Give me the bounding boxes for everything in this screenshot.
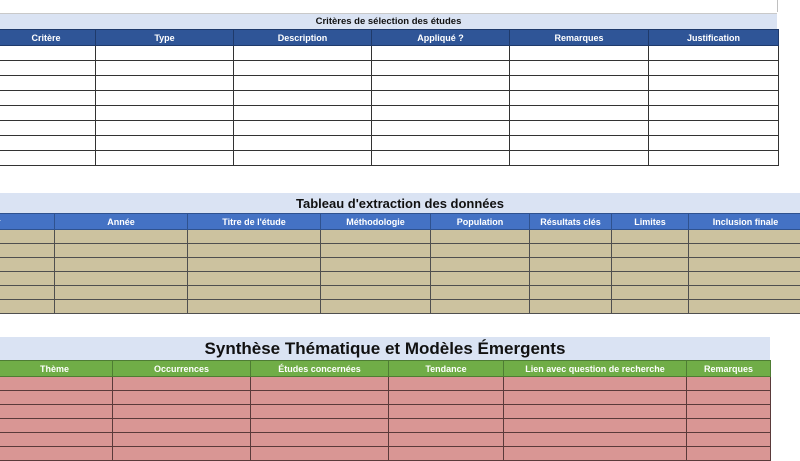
table-cell[interactable] — [0, 46, 96, 61]
col-header-methodologie[interactable]: Méthodologie — [321, 214, 431, 230]
table-cell[interactable] — [234, 121, 372, 136]
col-header-inclusion[interactable]: Inclusion finale — [689, 214, 800, 230]
extraction-title: Tableau d'extraction des données — [0, 193, 800, 213]
col-header-remarques[interactable]: Remarques — [510, 30, 649, 46]
table-cell[interactable] — [113, 419, 251, 433]
table-cell[interactable] — [431, 272, 530, 286]
synthesis-header-row — [0, 361, 771, 377]
table-cell[interactable] — [689, 300, 800, 314]
table-cell[interactable] — [188, 286, 321, 300]
table-cell[interactable] — [321, 230, 431, 244]
table-row — [0, 61, 779, 76]
col-header-population[interactable]: Population — [431, 214, 530, 230]
table-row — [0, 286, 800, 300]
table-cell[interactable] — [687, 405, 771, 419]
table-cell[interactable] — [96, 136, 234, 151]
table-cell[interactable] — [321, 244, 431, 258]
table-cell[interactable] — [649, 91, 779, 106]
selection-criteria-header-row — [0, 30, 779, 46]
table-cell[interactable] — [0, 91, 96, 106]
table-cell[interactable] — [321, 300, 431, 314]
table-cell[interactable] — [389, 433, 504, 447]
table-cell[interactable] — [689, 230, 800, 244]
table-cell[interactable] — [188, 272, 321, 286]
table-row — [0, 91, 779, 106]
table-row — [0, 405, 771, 419]
table-cell[interactable] — [113, 433, 251, 447]
table-cell[interactable] — [96, 76, 234, 91]
table-cell[interactable] — [612, 300, 689, 314]
table-row — [0, 419, 771, 433]
table-cell[interactable] — [689, 258, 800, 272]
table-cell[interactable] — [372, 121, 510, 136]
table-cell[interactable] — [510, 151, 649, 166]
col-header-limites[interactable]: Limites — [612, 214, 689, 230]
col-header-applique[interactable]: Appliqué ? — [372, 30, 510, 46]
table-cell[interactable] — [612, 272, 689, 286]
table-cell[interactable] — [372, 136, 510, 151]
table-cell[interactable] — [251, 419, 389, 433]
selection-criteria-table — [0, 29, 779, 166]
table-cell[interactable] — [234, 61, 372, 76]
table-cell[interactable] — [96, 151, 234, 166]
table-cell[interactable] — [234, 76, 372, 91]
table-row — [0, 300, 800, 314]
col-header-description[interactable]: Description — [234, 30, 372, 46]
col-header-occurrences[interactable]: Occurrences — [113, 361, 251, 377]
table-cell[interactable] — [530, 272, 612, 286]
extraction-header-row — [0, 214, 800, 230]
table-cell[interactable] — [0, 121, 96, 136]
table-cell[interactable] — [689, 286, 800, 300]
table-cell[interactable] — [649, 46, 779, 61]
table-cell[interactable] — [649, 136, 779, 151]
table-cell[interactable] — [510, 106, 649, 121]
table-cell[interactable] — [689, 272, 800, 286]
col-header-tendance[interactable]: Tendance — [389, 361, 504, 377]
table-cell[interactable] — [0, 286, 55, 300]
table-cell[interactable] — [389, 405, 504, 419]
table-cell[interactable] — [0, 433, 113, 447]
table-cell[interactable] — [251, 405, 389, 419]
table-cell[interactable] — [504, 433, 687, 447]
table-cell[interactable] — [251, 447, 389, 461]
table-cell[interactable] — [0, 258, 55, 272]
table-cell[interactable] — [504, 447, 687, 461]
table-cell[interactable] — [649, 106, 779, 121]
table-cell[interactable] — [530, 244, 612, 258]
table-cell[interactable] — [431, 244, 530, 258]
table-cell[interactable] — [0, 244, 55, 258]
table-row — [0, 46, 779, 61]
table-cell[interactable] — [234, 136, 372, 151]
col-header-titre[interactable]: Titre de l'étude — [188, 214, 321, 230]
col-header-critere[interactable]: Critère — [0, 30, 96, 46]
col-header-lien[interactable]: Lien avec question de recherche — [504, 361, 687, 377]
table-cell[interactable] — [530, 258, 612, 272]
table-cell[interactable] — [55, 258, 188, 272]
table-cell[interactable] — [687, 391, 771, 405]
table-cell[interactable] — [510, 136, 649, 151]
table-cell[interactable] — [55, 230, 188, 244]
table-cell[interactable] — [188, 230, 321, 244]
table-row — [0, 377, 771, 391]
table-cell[interactable] — [504, 405, 687, 419]
table-cell[interactable] — [504, 419, 687, 433]
table-cell[interactable] — [113, 447, 251, 461]
table-row — [0, 272, 800, 286]
table-cell[interactable] — [0, 61, 96, 76]
col-header-annee[interactable]: Année — [55, 214, 188, 230]
col-header-remarques-synthese[interactable]: Remarques — [687, 361, 771, 377]
synthesis-table — [0, 360, 771, 461]
table-cell[interactable] — [504, 377, 687, 391]
table-cell[interactable] — [389, 377, 504, 391]
table-cell[interactable] — [689, 244, 800, 258]
table-cell[interactable] — [113, 377, 251, 391]
table-row — [0, 230, 800, 244]
table-cell[interactable] — [649, 151, 779, 166]
table-cell[interactable] — [188, 244, 321, 258]
table-cell[interactable] — [431, 286, 530, 300]
table-cell[interactable] — [321, 258, 431, 272]
table-cell[interactable] — [96, 46, 234, 61]
table-cell[interactable] — [0, 151, 96, 166]
col-header-theme[interactable]: Thème — [0, 361, 113, 377]
table-cell[interactable] — [372, 151, 510, 166]
table-cell[interactable] — [0, 230, 55, 244]
table-cell[interactable] — [251, 377, 389, 391]
table-cell[interactable] — [0, 136, 96, 151]
table-cell[interactable] — [113, 391, 251, 405]
table-cell[interactable] — [687, 377, 771, 391]
table-cell[interactable] — [234, 106, 372, 121]
table-cell[interactable] — [321, 286, 431, 300]
table-cell[interactable] — [55, 244, 188, 258]
table-row — [0, 76, 779, 91]
table-cell[interactable] — [510, 61, 649, 76]
table-cell[interactable] — [687, 447, 771, 461]
col-header-etudes[interactable]: Études concernées — [251, 361, 389, 377]
table-cell[interactable] — [55, 272, 188, 286]
table-cell[interactable] — [55, 286, 188, 300]
table-cell[interactable] — [0, 405, 113, 419]
table-cell[interactable] — [251, 433, 389, 447]
table-cell[interactable] — [372, 46, 510, 61]
table-cell[interactable] — [96, 61, 234, 76]
table-row — [0, 447, 771, 461]
table-cell[interactable] — [389, 391, 504, 405]
table-cell[interactable] — [96, 91, 234, 106]
table-cell[interactable] — [0, 272, 55, 286]
table-cell[interactable] — [431, 230, 530, 244]
table-row — [0, 136, 779, 151]
table-cell[interactable] — [96, 106, 234, 121]
table-row — [0, 121, 779, 136]
table-cell[interactable] — [431, 258, 530, 272]
table-cell[interactable] — [234, 91, 372, 106]
table-cell[interactable] — [612, 286, 689, 300]
table-cell[interactable] — [687, 433, 771, 447]
table-cell[interactable] — [0, 76, 96, 91]
table-cell[interactable] — [55, 300, 188, 314]
table-cell[interactable] — [0, 300, 55, 314]
sheet-border-line — [777, 0, 778, 12]
table-row — [0, 244, 800, 258]
table-cell[interactable] — [234, 151, 372, 166]
col-header-justification[interactable]: Justification — [649, 30, 779, 46]
table-cell[interactable] — [687, 419, 771, 433]
table-cell[interactable] — [0, 391, 113, 405]
table-cell[interactable] — [612, 230, 689, 244]
table-cell[interactable] — [372, 61, 510, 76]
col-header-type[interactable]: Type — [96, 30, 234, 46]
table-cell[interactable] — [649, 76, 779, 91]
selection-criteria-title: Critères de sélection des études — [0, 13, 777, 29]
table-cell[interactable] — [510, 121, 649, 136]
table-row — [0, 258, 800, 272]
table-row — [0, 106, 779, 121]
table-cell[interactable] — [0, 447, 113, 461]
table-cell[interactable] — [234, 46, 372, 61]
table-row — [0, 433, 771, 447]
table-cell[interactable] — [530, 230, 612, 244]
table-cell[interactable] — [188, 300, 321, 314]
table-cell[interactable] — [649, 61, 779, 76]
col-header-auteur[interactable] — [0, 214, 55, 230]
table-cell[interactable] — [0, 377, 113, 391]
table-cell[interactable] — [504, 391, 687, 405]
table-cell[interactable] — [612, 244, 689, 258]
table-cell[interactable] — [510, 76, 649, 91]
table-cell[interactable] — [530, 286, 612, 300]
table-row — [0, 391, 771, 405]
table-cell[interactable] — [649, 121, 779, 136]
table-cell[interactable] — [510, 91, 649, 106]
table-cell[interactable] — [530, 300, 612, 314]
col-header-resultats[interactable]: Résultats clés — [530, 214, 612, 230]
table-cell[interactable] — [251, 391, 389, 405]
table-cell[interactable] — [389, 419, 504, 433]
table-cell[interactable] — [431, 300, 530, 314]
table-cell[interactable] — [0, 419, 113, 433]
table-row — [0, 151, 779, 166]
table-cell[interactable] — [372, 91, 510, 106]
table-cell[interactable] — [0, 106, 96, 121]
table-cell[interactable] — [96, 121, 234, 136]
table-cell[interactable] — [321, 272, 431, 286]
synthesis-title: Synthèse Thématique et Modèles Émergents — [0, 337, 770, 360]
table-cell[interactable] — [188, 258, 321, 272]
table-cell[interactable] — [389, 447, 504, 461]
table-cell[interactable] — [372, 76, 510, 91]
table-cell[interactable] — [372, 106, 510, 121]
table-cell[interactable] — [612, 258, 689, 272]
table-cell[interactable] — [510, 46, 649, 61]
extraction-table — [0, 213, 800, 314]
table-cell[interactable] — [113, 405, 251, 419]
